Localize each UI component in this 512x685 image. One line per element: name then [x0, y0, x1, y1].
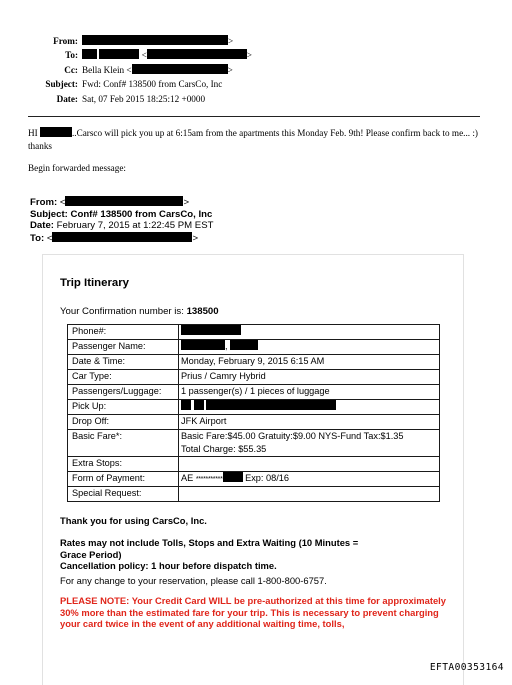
header-from-row: From: > [0, 34, 512, 48]
rates-note: Rates may not include Tolls, Stops and Extra Waiting (10 Minutes = Grace Period) Cancellation policy: 1 hour before dispatch time. [60, 537, 359, 571]
redaction-block [65, 196, 183, 206]
redaction-block [206, 400, 336, 410]
thanks-text: Thank you for using CarsCo, Inc. [60, 515, 207, 526]
redaction-block [147, 49, 247, 59]
message-text: ..Carsco will pick you up at 6:15am from the apartments this Monday Feb. 9th! Please confirm back to me... :) thanks [28, 128, 478, 151]
table-row: Special Request: [68, 487, 440, 502]
date-label: Date: [56, 93, 78, 104]
redaction-block [52, 232, 192, 242]
fwd-from-row: From: < > [30, 197, 190, 208]
redaction-block [82, 35, 228, 45]
redaction-block [181, 400, 191, 410]
date-value: Sat, 07 Feb 2015 18:25:12 +0000 [82, 93, 206, 104]
message-body [28, 127, 488, 152]
confirmation-line: Your Confirmation number is: 138500 [60, 306, 219, 317]
header-divider [28, 116, 480, 117]
table-row: Passenger Name: , [68, 340, 440, 355]
change-note: For any change to your reservation, please call 1-800-800-6757. [60, 575, 327, 586]
itinerary-table [67, 324, 440, 502]
forwarded-header [30, 196, 213, 244]
table-row: Car Type: Prius / Camry Hybrid [68, 370, 440, 385]
confirmation-number: 138500 [186, 306, 219, 317]
fwd-date-row: Date: February 7, 2015 at 1:22:45 PM EST [30, 220, 214, 232]
cc-value: Bella Klein < [82, 64, 132, 75]
cc-label: Cc: [64, 64, 78, 75]
to-label: To: [65, 50, 78, 61]
table-row: Form of Payment: AE *********** Exp: 08/16 [68, 472, 440, 487]
table-row: Passengers/Luggage: 1 passenger(s) / 1 pieces of luggage [68, 385, 440, 400]
from-label: From: [53, 36, 78, 46]
redaction-block [181, 340, 225, 350]
redaction-block [194, 400, 204, 410]
redaction-block [223, 472, 243, 482]
header-date-row [0, 92, 512, 106]
table-row: Phone#: [68, 325, 440, 340]
table-row: Basic Fare*: Basic Fare:$45.00 Gratuity:$9.00 NYS-Fund Tax:$1.35 Total Charge: $55.35 [68, 430, 440, 457]
header-to-row: To: < > [0, 48, 512, 62]
itinerary-title: Trip Itinerary [60, 277, 129, 289]
table-row: Drop Off: JFK Airport [68, 415, 440, 430]
redaction-block [132, 64, 228, 74]
document-id: EFTA00353164 [429, 662, 504, 673]
itinerary-box [42, 254, 464, 685]
redaction-block [82, 49, 97, 59]
redaction-block [181, 325, 241, 335]
header-cc-row: Cc: Bella Klein < > [0, 63, 512, 77]
subject-value: Fwd: Conf# 138500 from CarsCo, Inc [82, 79, 223, 90]
table-row: Pick Up: [68, 400, 440, 415]
header-subject-row [0, 77, 512, 91]
greeting: HI [28, 128, 38, 138]
please-note: PLEASE NOTE: Your Credit Card WILL be pre-authorized at this time for approximately 30% more than the estimated fare for your trip. This is necessary to prevent charging your card twice in the event of any additional waiting time, tolls, [60, 595, 446, 630]
email-header [0, 34, 512, 106]
fwd-subject-row: Subject: Conf# 138500 from CarsCo, Inc [30, 208, 213, 220]
fwd-to-row: To: < > [30, 232, 199, 244]
cancellation-policy: Cancellation policy: 1 hour before dispatch time. [60, 560, 277, 571]
redaction-block [40, 127, 72, 137]
table-row: Extra Stops: [68, 457, 440, 472]
redaction-block [99, 49, 139, 59]
forwarded-note: Begin forwarded message: [28, 163, 126, 173]
redaction-block [230, 340, 258, 350]
subject-label: Subject: [45, 79, 78, 90]
table-row: Date & Time: Monday, February 9, 2015 6:15 AM [68, 355, 440, 370]
